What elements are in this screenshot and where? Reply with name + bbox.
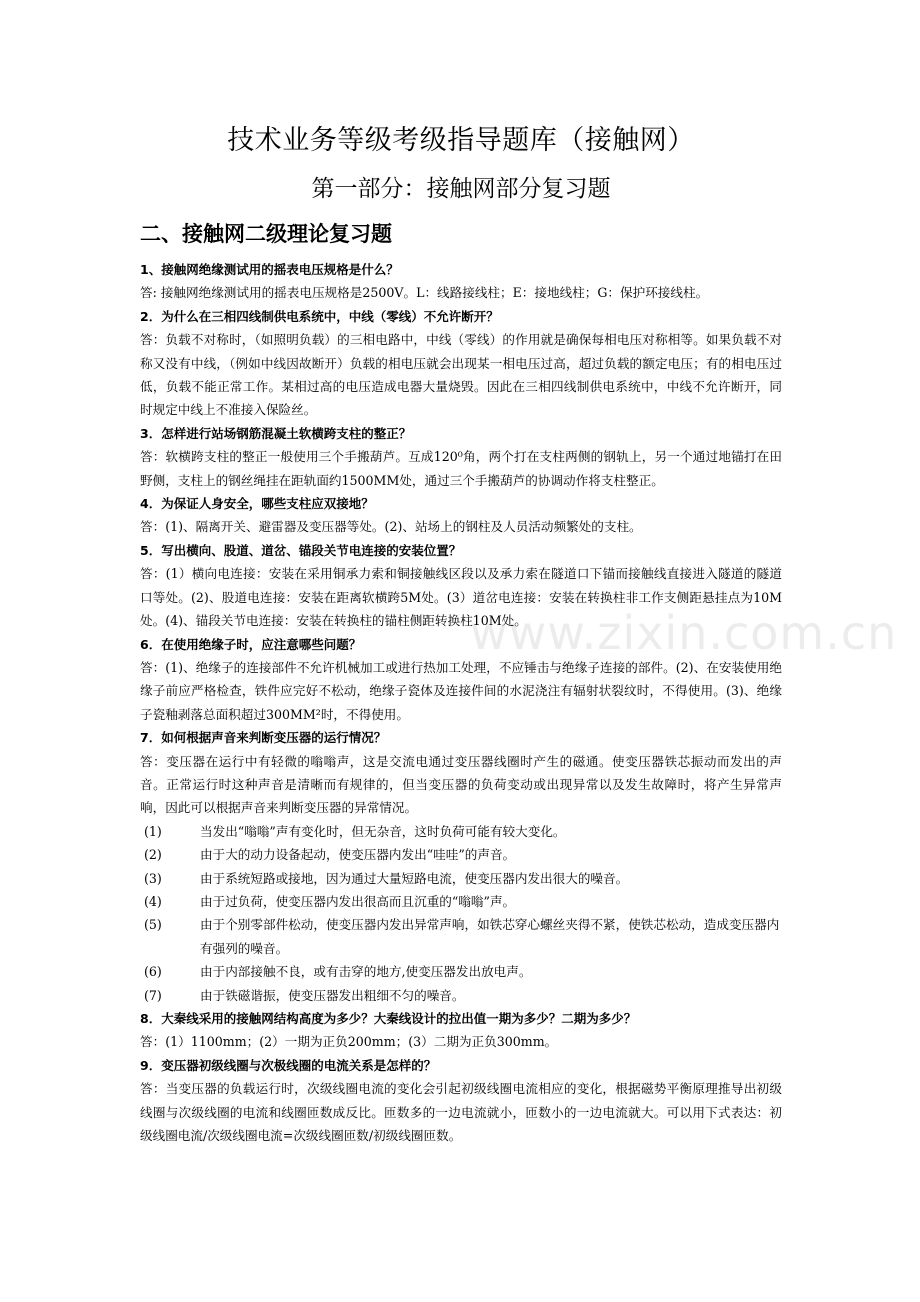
question-2: 2．为什么在三相四线制供电系统中，中线（零线）不允许断开？ [140, 308, 499, 324]
document-subtitle: 第一部分：接触网部分复习题 [311, 176, 611, 202]
question-3: 3．怎样进行站场钢筋混凝土软横跨支柱的整正？ [140, 425, 412, 441]
question-9: 9．变压器初级线圈与次极线圈的电流关系是怎样的？ [140, 1057, 437, 1073]
answer-3: 答：软横跨支柱的整正一般使用三个手搬葫芦。互成120⁰角，两个打在支柱两侧的钢轨上，另一个通过地锚打在田野侧，支柱上的钢丝绳挂在距轨面约1500MM处，通过三个手搬葫芦的协调动作将支柱整正。 [140, 449, 782, 488]
answer-5: 答：(1）横向电连接：安装在采用铜承力索和铜接触线区段以及承力索在隧道口下锚而接触线直接进入隧道的隧道口等处。(2)、股道电连接：安装在距离软横跨5M处。(3）道岔电连接：安装在转换柱非工作支侧距悬挂点为10M处。(4)、锚段关节电连接：安装在转换柱的锚柱侧距转换柱10M处。 [140, 566, 782, 629]
list-item [140, 984, 782, 1007]
answer-9: 答：当变压器的负载运行时，次级线圈电流的变化会引起初级线圈电流相应的变化，根据磁势平衡原理推导出初级线圈与次级线圈的电流和线圈匝数成反比。匝数多的一边电流就小，匝数小的一边电流就大。可以用下式表达：初级线圈电流/次级线圈电流=次级线圈匝数/初级线圈匝数。 [140, 1081, 782, 1144]
answer-7: 答：变压器在运行中有轻微的嗡嗡声，这是交流电通过变压器线圈时产生的磁通。使变压器铁芯振动而发出的声音。正常运行时这种声音是清晰而有规律的，但当变压器的负荷变动或出现异常以及发生故障时，将产生异常声响，因此可以根据声音来判断变压器的异常情况。 [140, 753, 782, 816]
answer-2: 答：负载不对称时，（如照明负载）的三相电路中，中线（零线）的作用就是确保每相电压对称相等。如果负载不对称又没有中线，（例如中线因故断开）负载的相电压就会出现某一相电压过高，超过负载的额定电压；有的相电压过低，负载不能正常工作。某相过高的电压造成电器大量烧毁。因此在三相四线制供电系统中，中线不允许断开，同时规定中线上不准接入保险丝。 [140, 332, 782, 418]
list-item [140, 867, 782, 890]
list-item-number: (7) [144, 987, 162, 1003]
list-item-number: (4) [144, 893, 162, 909]
list-item [140, 913, 782, 960]
list-item [140, 960, 782, 983]
list-item-number: (5) [144, 917, 162, 933]
list-item-text: 由于大的动力设备起动，使变压器内发出“哇哇”的声音。 [200, 847, 516, 863]
list-item-text: 由于过负荷，使变压器内发出很高而且沉重的“嗡嗡”声。 [200, 893, 516, 909]
watermark: www.zixin.com.cn [470, 606, 898, 660]
question-7: 7．如何根据声音来判断变压器的运行情况？ [140, 730, 387, 746]
question-4: 4．为保证人身安全，哪些支柱应双接地？ [140, 496, 374, 512]
question-8: 8．大秦线采用的接触网结构高度为多少？大秦线设计的拉出值一期为多少？二期为多少？ [140, 1011, 637, 1026]
answer-6: 答：(1)、绝缘子的连接部件不允许机械加工或进行热加工处理，不应锤击与绝缘子连接的部件。(2)、在安装使用绝缘子前应严格检查，铁件应完好不松动，绝缘子瓷体及连接件间的水泥浇注有辐射状裂纹时，不得使用。(3)、绝缘子瓷釉剥落总面积超过300MM²时，不得使用。 [140, 659, 782, 722]
section-heading: 二、接触网二级理论复习题 [140, 222, 392, 246]
question-list [140, 258, 782, 1147]
answer-4: 答：(1)、隔离开关、避雷器及变压器等处。(2)、站场上的钢柱及人员活动频繁处的支柱。 [140, 519, 642, 535]
list-item-text: 由于铁磁谐振，使变压器发出粗细不匀的噪音。 [200, 987, 465, 1003]
list-item [140, 820, 782, 843]
list-item-text: 由于内部接触不良，或有击穿的地方,使变压器发出放电声。 [200, 964, 532, 980]
list-item-number: (1) [144, 823, 162, 839]
answer-8: 答：(1）1100mm；(2）一期为正负200mm；(3）二期为正负300mm。 [140, 1034, 558, 1050]
list-item [140, 890, 782, 913]
list-item-text: 当发出“嗡嗡”声有变化时，但无杂音，这时负荷可能有较大变化。 [200, 823, 566, 839]
answer-1: 答: 接触网绝缘测试用的摇表电压规格是2500V。L：线路接线柱；E：接地线柱；G：保护环接线柱。 [140, 285, 709, 301]
list-item [140, 843, 782, 866]
list-item-text: 由于个别零部件松动，使变压器内发出异常声响，如铁芯穿心螺丝夹得不紧，使铁芯松动，造成变压器内有强列的噪音。 [200, 917, 780, 956]
list-item-number: (6) [144, 964, 162, 980]
list-item-number: (2) [144, 847, 162, 863]
document-title: 技术业务等级考级指导题库（接触网） [227, 125, 695, 156]
question-1: 1、接触网绝缘测试用的摇表电压规格是什么？ [140, 262, 399, 277]
list-item-text: 由于系统短路或接地，因为通过大量短路电流，使变压器内发出很大的噪音。 [200, 870, 629, 886]
list-item-number: (3) [144, 870, 162, 886]
question-6: 6．在使用绝缘子时，应注意哪些问题？ [140, 636, 362, 652]
question-5: 5．写出横向、股道、道岔、锚段关节电连接的安装位置？ [140, 542, 462, 558]
